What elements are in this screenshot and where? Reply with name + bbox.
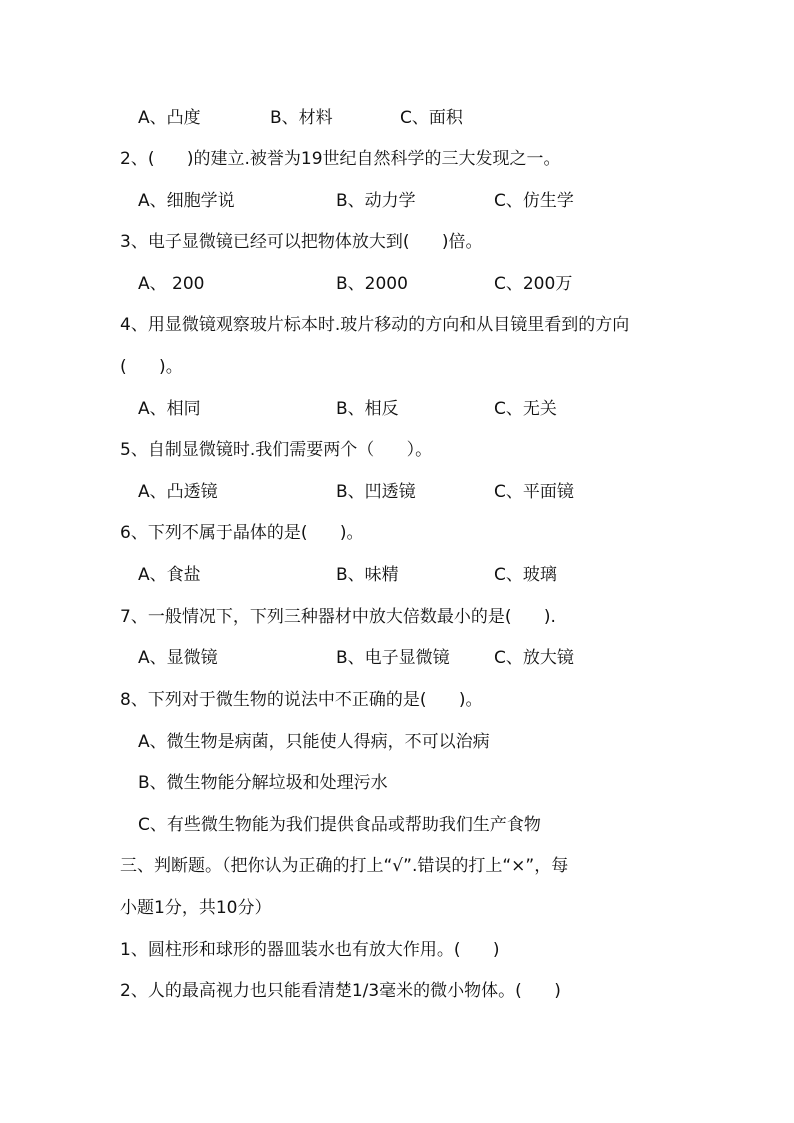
judgment-item-1: 1、圆柱形和球形的器皿装水也有放大作用。( ) xyxy=(120,940,500,960)
section3-heading-continued: 小题1分，共10分） xyxy=(120,898,272,918)
q6-option-a: A、食盐 xyxy=(138,565,201,585)
q5-option-c: C、平面镜 xyxy=(494,482,574,502)
q5-option-a: A、凸透镜 xyxy=(138,482,218,502)
q8-option-c: C、有些微生物能为我们提供食品或帮助我们生产食物 xyxy=(138,815,541,835)
q4-stem: 4、用显微镜观察玻片标本时.玻片移动的方向和从目镜里看到的方向 xyxy=(120,315,630,335)
q4-stem-continued: ( )。 xyxy=(120,357,183,377)
q1-option-a: A、凸度 xyxy=(138,108,201,128)
q8-option-a: A、微生物是病菌，只能使人得病，不可以治病 xyxy=(138,732,490,752)
q8-stem: 8、下列对于微生物的说法中不正确的是( )。 xyxy=(120,690,483,710)
q2-option-b: B、动力学 xyxy=(336,191,416,211)
q4-option-c: C、无关 xyxy=(494,399,557,419)
q3-stem: 3、电子显微镜已经可以把物体放大到( )倍。 xyxy=(120,232,483,252)
q5-option-b: B、凹透镜 xyxy=(336,482,416,502)
q7-stem: 7、一般情况下，下列三种器材中放大倍数最小的是( ). xyxy=(120,607,556,627)
section3-heading: 三、判断题。（把你认为正确的打上“√”.错误的打上“×”，每 xyxy=(120,856,569,876)
judgment-item-2: 2、人的最高视力也只能看清楚1/3毫米的微小物体。( ) xyxy=(120,981,561,1001)
q3-option-b: B、2000 xyxy=(336,274,408,294)
q4-option-a: A、相同 xyxy=(138,399,201,419)
q5-stem: 5、自制显微镜时.我们需要两个（ ）。 xyxy=(120,440,433,460)
q2-option-c: C、仿生学 xyxy=(494,191,574,211)
q7-option-c: C、放大镜 xyxy=(494,648,574,668)
q1-option-b: B、材料 xyxy=(270,108,333,128)
q4-option-b: B、相反 xyxy=(336,399,399,419)
q3-option-a: A、 200 xyxy=(138,274,205,294)
q6-option-b: B、味精 xyxy=(336,565,399,585)
q7-option-b: B、电子显微镜 xyxy=(336,648,450,668)
q2-option-a: A、细胞学说 xyxy=(138,191,235,211)
q7-option-a: A、显微镜 xyxy=(138,648,218,668)
q3-option-c: C、200万 xyxy=(494,274,573,294)
q2-stem: 2、( )的建立.被誉为19世纪自然科学的三大发现之一。 xyxy=(120,149,561,169)
q1-option-c: C、面积 xyxy=(400,108,463,128)
q8-option-b: B、微生物能分解垃圾和处理污水 xyxy=(138,773,388,793)
q6-option-c: C、玻璃 xyxy=(494,565,557,585)
q6-stem: 6、下列不属于晶体的是( )。 xyxy=(120,523,364,543)
